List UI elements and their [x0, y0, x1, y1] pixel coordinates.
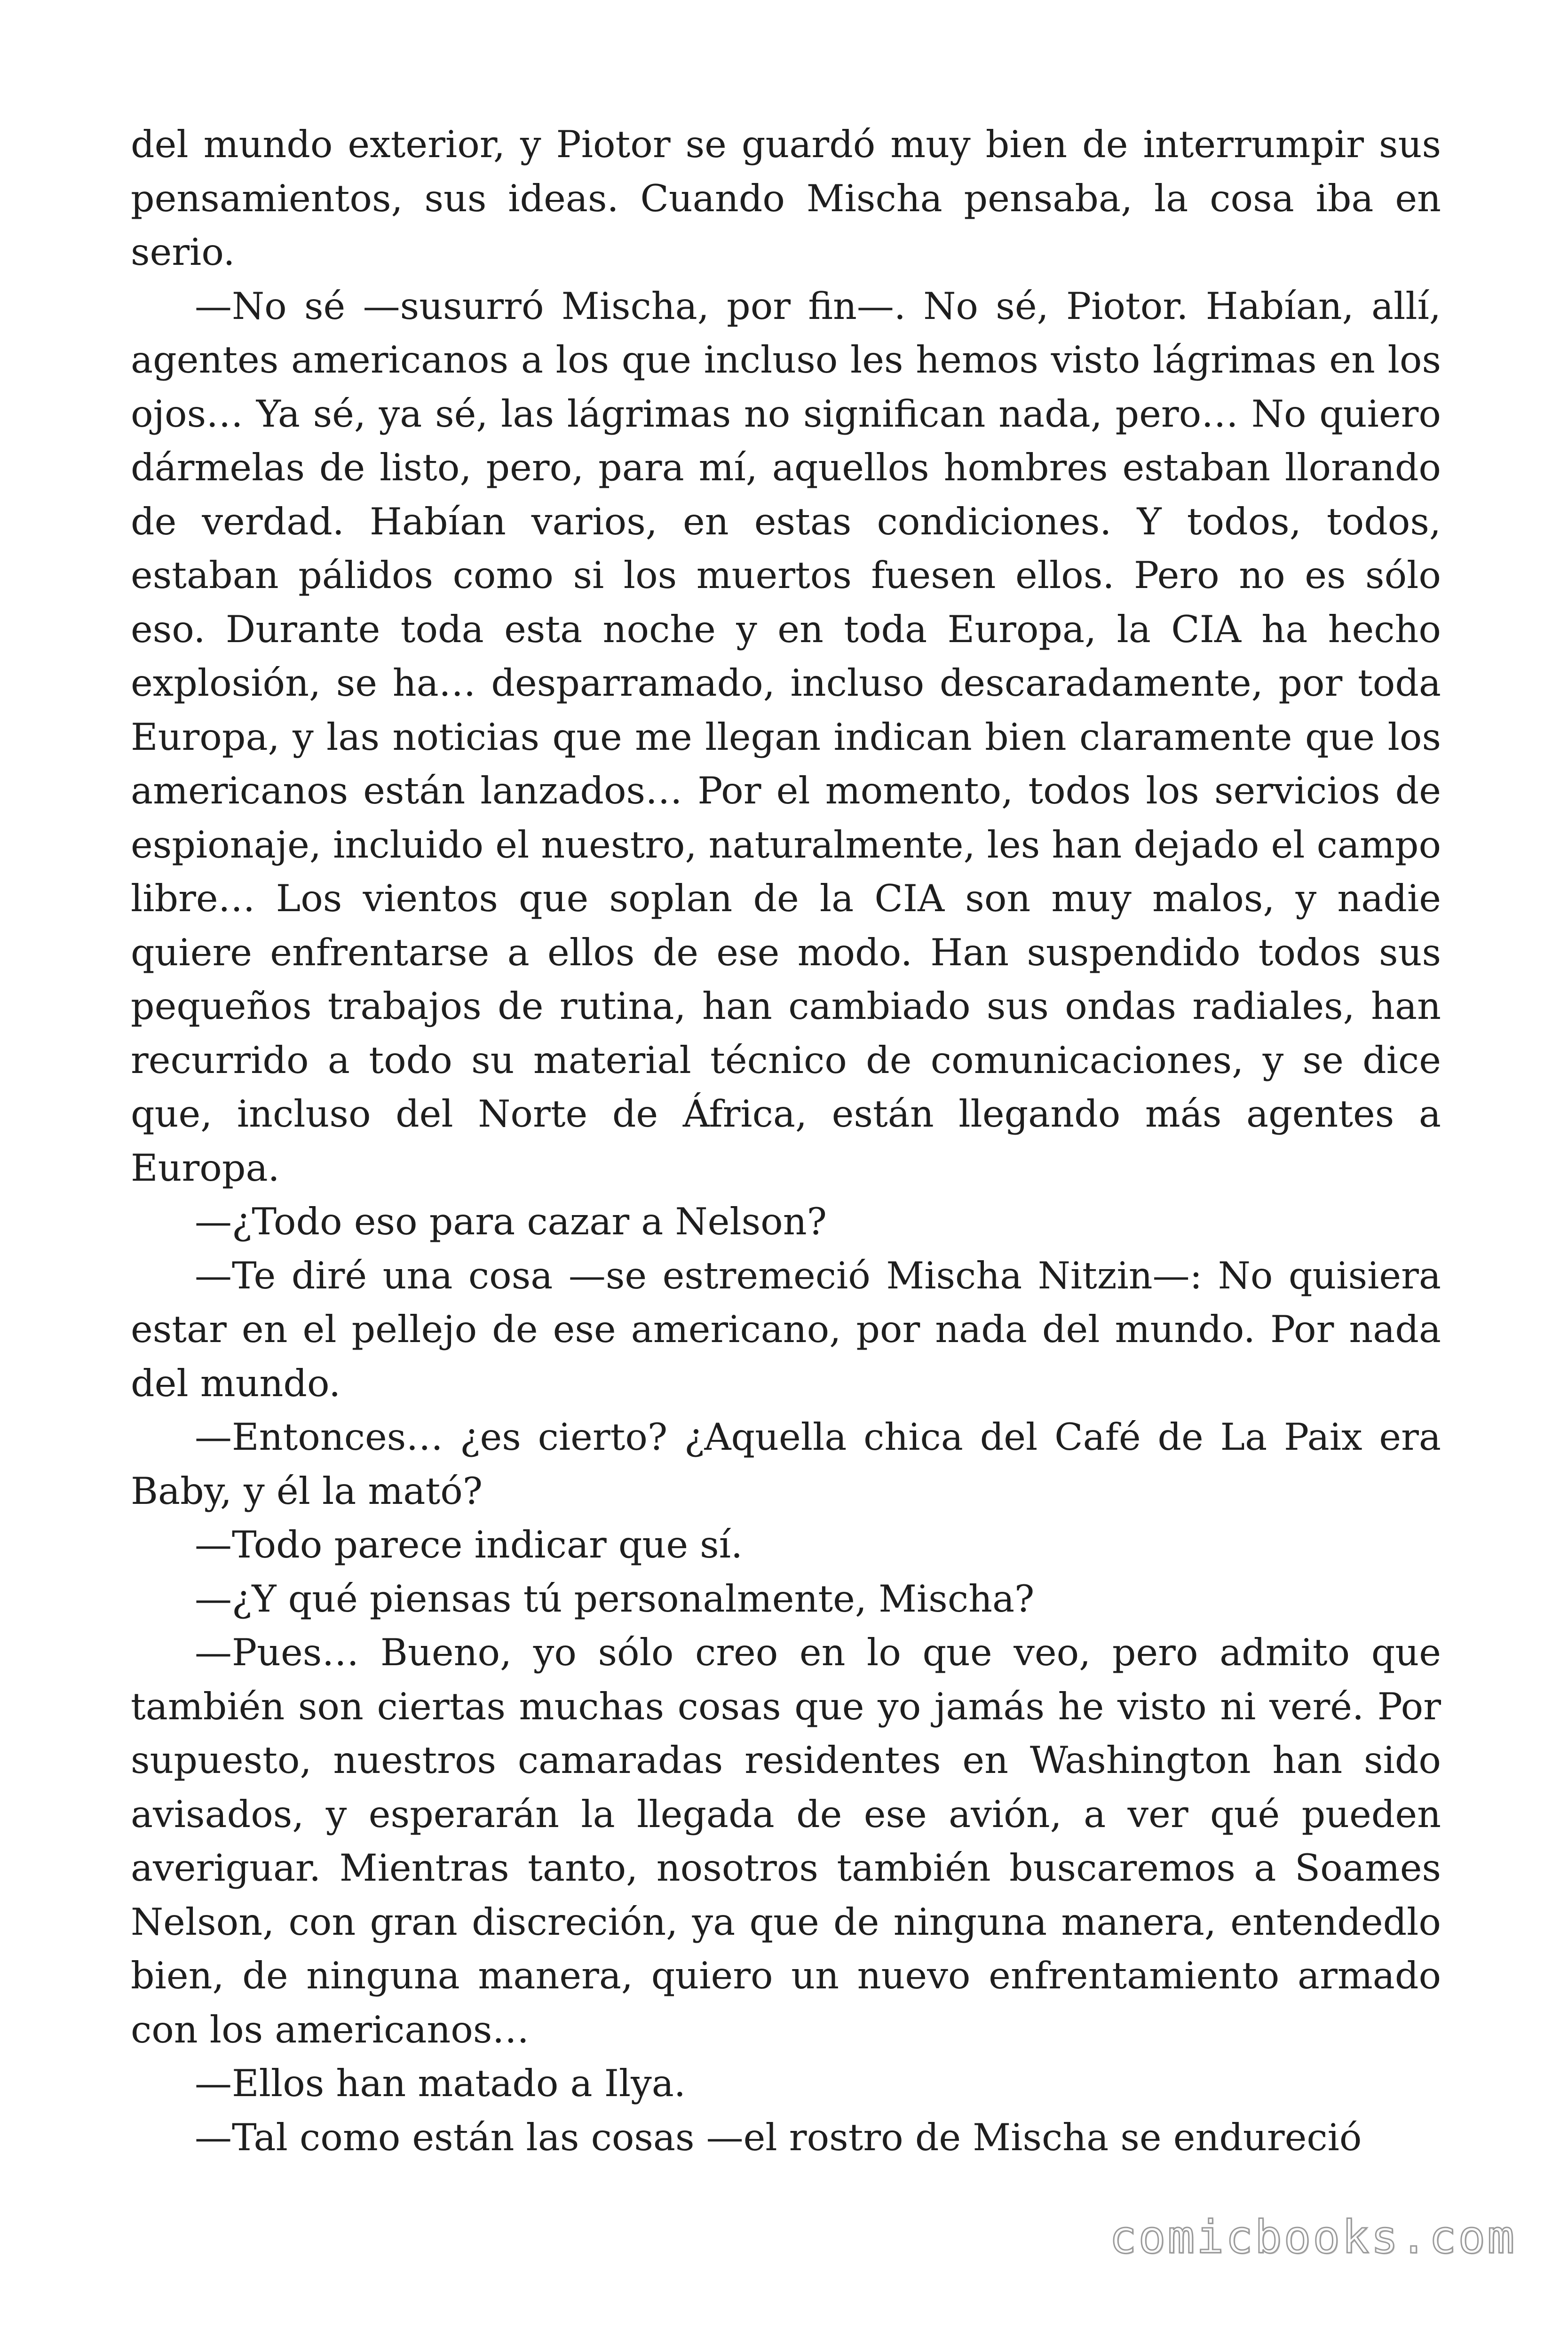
paragraph-dialogue: —¿Todo eso para cazar a Nelson?: [195, 1200, 827, 1243]
paragraph-dialogue: —Entonces… ¿es cierto? ¿Aquella chica del Café de La Paix era Baby, y él la mató?: [131, 1415, 1441, 1513]
watermark: comicbooks.com: [1109, 2211, 1516, 2264]
paragraph-dialogue: —Todo parece indicar que sí.: [195, 1523, 743, 1566]
paragraph-dialogue: —¿Y qué piensas tú personalmente, Mischa?: [195, 1577, 1035, 1621]
paragraph-dialogue: —Tal como están las cosas —el rostro de Mischa se endureció: [195, 2115, 1362, 2159]
paragraph-dialogue: —No sé —susurró Mischa, por fin—. No sé, Piotor. Habían, allí, agentes americanos a los que incluso les hemos visto lágrimas en los ojos… Ya sé, ya sé, las lágrimas no significan nada, pero… No quiero dármelas de listo, pero, para mí, aquellos hombres estaban llorando de verdad. Habían varios, en estas condiciones. Y todos, todos, estaban pálidos como si los muertos fuesen ellos. Pero no es sólo eso. Durante toda esta noche y en toda Europa, la CIA ha hecho explosión, se ha… desparramado, incluso descaradamente, por toda Europa, y las noticias que me llegan indican bien claramente que los americanos están lanzados… Por el momento, todos los servicios de espionaje, incluido el nuestro, naturalmente, les han dejado el campo libre… Los vientos que soplan de la CIA son muy malos, y nadie quiere enfrentarse a ellos de ese modo. Han suspendido todos sus pequeños trabajos de rutina, han cambiado sus ondas radiales, han recurrido a todo su material técnico de comunicaciones, y se dice que, incluso del Norte de África, están llegando más agentes a Europa.: [131, 284, 1441, 1190]
paragraph-dialogue: —Pues… Bueno, yo sólo creo en lo que veo, pero admito que también son ciertas muchas cosas que yo jamás he visto ni veré. Por supuesto, nuestros camaradas residentes en Washington han sido avisados, y esperarán la llegada de ese avión, a ver qué pueden averiguar. Mientras tanto, nosotros también buscaremos a Soames Nelson, con gran discreción, ya que de ninguna manera, entendedlo bien, de ninguna manera, quiero un nuevo enfrentamiento armado con los americanos…: [131, 1631, 1441, 2051]
paragraph-dialogue: —Te diré una cosa —se estremeció Mischa Nitzin—: No quisiera estar en el pellejo de ese americano, por nada del mundo. Por nada del mundo.: [131, 1254, 1441, 1405]
paragraph-continuation: del mundo exterior, y Piotor se guardó muy bien de interrumpir sus pensamientos, sus ideas. Cuando Mischa pensaba, la cosa iba en serio.: [131, 123, 1441, 274]
body-text: [131, 118, 1441, 2164]
paragraph-dialogue: —Ellos han matado a Ilya.: [195, 2062, 686, 2105]
